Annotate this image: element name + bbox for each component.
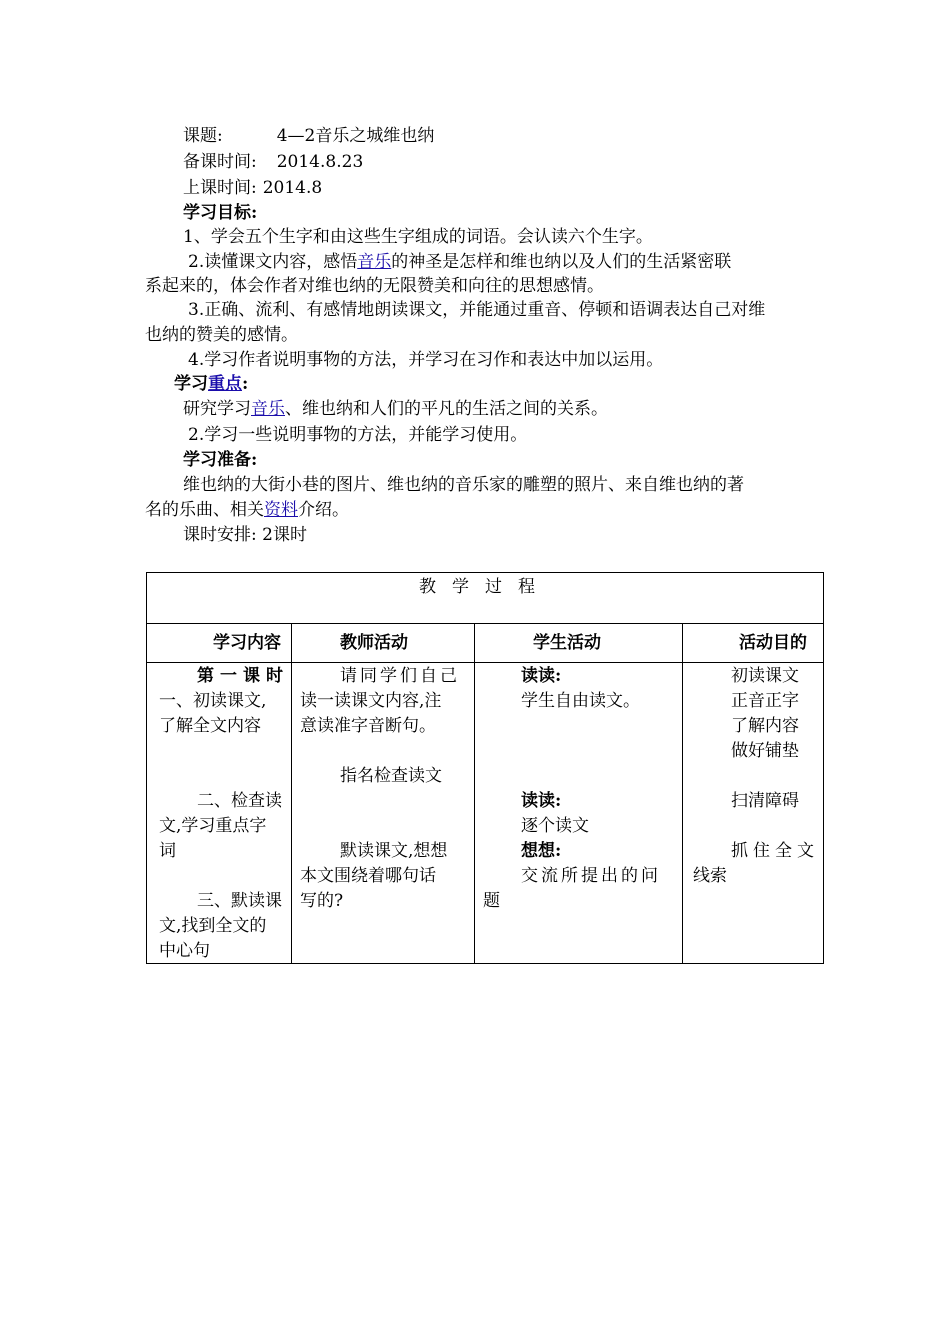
purpose-3: 了解内容 bbox=[731, 716, 799, 736]
goal-item-2-post: 的神圣是怎样和维也纳以及人们的生活紧密联 bbox=[391, 252, 732, 272]
goals-title: 学习目标: bbox=[183, 203, 258, 223]
teacher-cell bbox=[292, 663, 475, 964]
goal-item-2-line2: 系起来的，体会作者对维也纳的无限赞美和向往的思想感情。 bbox=[145, 276, 604, 296]
goal-item-3: 3.正确、流利、有感情地朗读课文，并能通过重音、停顿和语调表达自己对维 bbox=[188, 300, 766, 320]
teaching-process-table bbox=[146, 572, 824, 964]
student-3-label: 想想: bbox=[521, 841, 562, 861]
step-3-line-1: 三、默读课 bbox=[197, 891, 282, 911]
purpose-4: 做好铺垫 bbox=[731, 741, 799, 761]
purpose-6-line-1: 抓住全文 bbox=[731, 841, 819, 861]
student-1-text: 学生自由读文。 bbox=[521, 691, 640, 711]
header-content: 学习内容 bbox=[147, 624, 292, 663]
header-student: 学生活动 bbox=[475, 624, 683, 663]
student-2-label: 读读: bbox=[521, 791, 562, 811]
focus-title bbox=[174, 372, 839, 396]
prep-line-2-pre: 名的乐曲、相关 bbox=[145, 500, 264, 520]
topic-line bbox=[183, 124, 848, 148]
table-title: 教学过程 bbox=[147, 573, 824, 624]
step-2-line-2: 文,学习重点字 bbox=[159, 816, 267, 836]
focus-item-1 bbox=[183, 397, 848, 421]
focus-title-pre: 学习 bbox=[174, 374, 208, 394]
goal-item-2 bbox=[188, 250, 853, 274]
step-1-line-1: 一、初读课文, bbox=[159, 691, 267, 711]
goal-item-2-pre: 2.读懂课文内容，感悟 bbox=[188, 252, 358, 272]
class-time-line bbox=[183, 176, 848, 200]
step-2-line-1: 二、检查读 bbox=[197, 791, 282, 811]
purpose-1: 初读课文 bbox=[731, 666, 799, 686]
step-3-line-3: 中心句 bbox=[159, 941, 210, 961]
student-cell bbox=[475, 663, 683, 964]
prep-line-2-post: 介绍。 bbox=[298, 500, 349, 520]
step-3-line-2: 文,找到全文的 bbox=[159, 916, 267, 936]
goal-item-4: 4.学习作者说明事物的方法，并学习在习作和表达中加以运用。 bbox=[188, 350, 664, 370]
student-3-line-1: 交流所提出的问 bbox=[521, 866, 661, 886]
schedule-line: 课时安排: 2课时 bbox=[183, 525, 307, 545]
focus-item-2: 2.学习一些说明事物的方法，并能学习使用。 bbox=[188, 425, 528, 445]
step-2-line-3: 词 bbox=[159, 841, 176, 861]
purpose-5: 扫清障碍 bbox=[731, 791, 799, 811]
content-cell bbox=[147, 663, 292, 964]
teacher-1-line-3: 意读准字音断句。 bbox=[300, 716, 436, 736]
prep-time-value: 2014.8.23 bbox=[276, 152, 364, 172]
teacher-3-line-1: 默读课文,想想 bbox=[340, 841, 448, 861]
focus-title-post: : bbox=[242, 374, 249, 394]
topic-value: 4—2音乐之城维也纳 bbox=[276, 126, 435, 146]
goal-item-1: 1、学会五个生字和由这些生字组成的词语。会认读六个生字。 bbox=[183, 227, 653, 247]
teacher-3-line-2: 本文围绕着哪句话 bbox=[300, 866, 436, 886]
focus-music-link[interactable]: 音乐 bbox=[251, 399, 285, 419]
teacher-1-line-1: 请同学们自己 bbox=[340, 666, 460, 686]
purpose-cell bbox=[683, 663, 824, 964]
header-teacher: 教师活动 bbox=[292, 624, 475, 663]
header-purpose: 活动目的 bbox=[683, 624, 824, 663]
teacher-3-line-3: 写的? bbox=[300, 891, 344, 911]
class-time-value: 2014.8 bbox=[262, 178, 323, 198]
music-link[interactable]: 音乐 bbox=[357, 252, 392, 272]
step-1-line-2: 了解全文内容 bbox=[159, 716, 261, 736]
topic-label: 课题: bbox=[183, 126, 223, 146]
prep-line-2 bbox=[145, 498, 810, 522]
prep-title: 学习准备: bbox=[183, 450, 258, 470]
prep-line-1: 维也纳的大街小巷的图片、维也纳的音乐家的雕塑的照片、来自维也纳的著 bbox=[183, 475, 744, 495]
session-label: 第一课时 bbox=[197, 666, 289, 686]
prep-time-label: 备课时间: bbox=[183, 152, 257, 172]
focus-item-1-pre: 研究学习 bbox=[183, 399, 251, 419]
teacher-1-line-2: 读一读课文内容,注 bbox=[300, 691, 442, 711]
student-2-text: 逐个读文 bbox=[521, 816, 589, 836]
purpose-2: 正音正字 bbox=[731, 691, 799, 711]
student-3-line-2: 题 bbox=[483, 891, 500, 911]
student-1-label: 读读: bbox=[521, 666, 562, 686]
goal-item-3-line2: 也纳的赞美的感情。 bbox=[145, 325, 298, 345]
purpose-6-line-2: 线索 bbox=[693, 866, 727, 886]
materials-link[interactable]: 资料 bbox=[264, 500, 298, 520]
prep-time-line bbox=[183, 150, 848, 174]
focus-link[interactable]: 重点 bbox=[208, 374, 242, 394]
class-time-label: 上课时间: bbox=[183, 178, 257, 198]
focus-item-1-post: 、维也纳和人们的平凡的生活之间的关系。 bbox=[285, 399, 608, 419]
teacher-2: 指名检查读文 bbox=[340, 766, 442, 786]
